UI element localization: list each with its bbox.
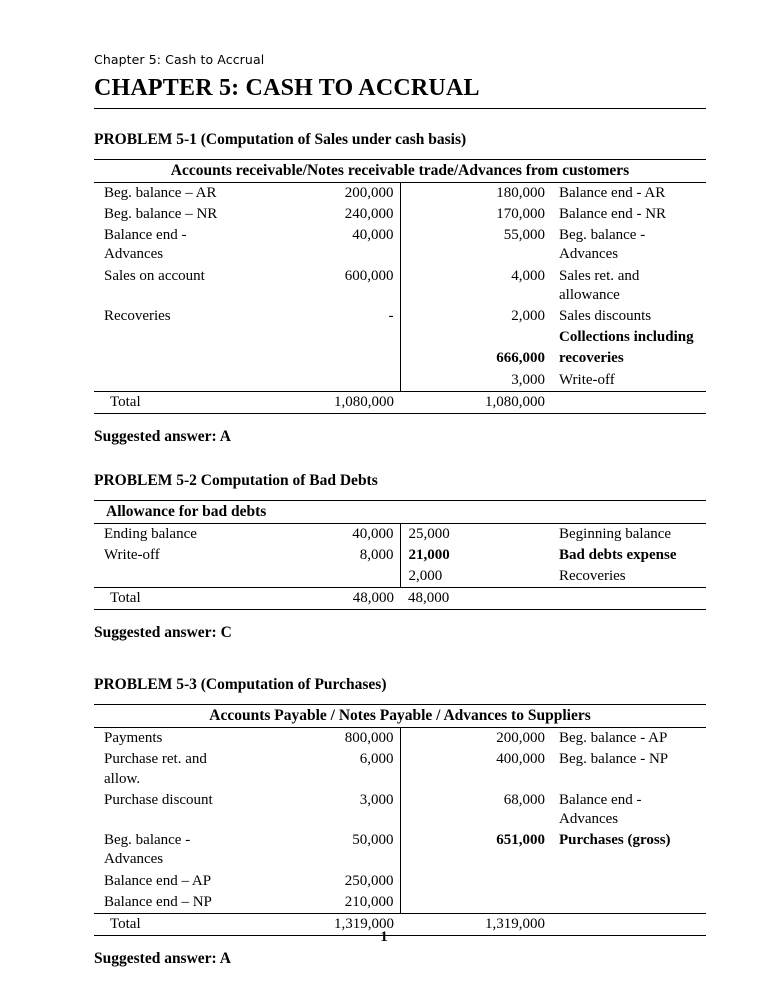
row-left-label — [94, 370, 247, 392]
row-right-label: Balance end - Advances — [559, 791, 642, 828]
total-left-amount: 48,000 — [247, 588, 400, 610]
row-right-amount: 170,000 — [400, 204, 553, 225]
suggested-answer-3: Suggested answer: A — [94, 950, 231, 968]
total-left-amount: 1,080,000 — [247, 391, 400, 413]
row-left-amount: 250,000 — [344, 872, 394, 889]
table-row — [94, 266, 706, 306]
total-left-amount: 1,319,000 — [247, 913, 400, 935]
row-left-label — [94, 348, 247, 369]
row-left-label: Beg. balance - Advances — [104, 832, 191, 868]
table-caption: Allowance for bad debts — [94, 500, 706, 523]
row-left-amount — [247, 348, 400, 369]
row-right-amount: 400,000 — [400, 749, 553, 789]
row-right-amount — [400, 327, 553, 348]
title-divider — [94, 108, 706, 109]
row-right-label: Beginning balance — [559, 525, 672, 542]
row-left-amount: 200,000 — [344, 184, 394, 201]
total-right-amount: 48,000 — [400, 588, 553, 610]
row-right-amount — [400, 871, 553, 892]
table-row — [94, 566, 706, 588]
row-left-amount: 800,000 — [344, 730, 394, 747]
row-right-label: Sales discounts — [559, 307, 652, 324]
row-right-amount: 200,000 — [400, 728, 553, 750]
row-left-amount: 210,000 — [344, 893, 394, 910]
collections-text: Collections including — [559, 329, 694, 346]
row-left-label: Purchase ret. and allow. — [104, 751, 207, 787]
row-left-label — [94, 327, 247, 348]
row-right-amount — [400, 892, 553, 914]
table-caption: Accounts receivable/Notes receivable trade/Advances from customers — [94, 160, 706, 183]
table-row — [94, 790, 706, 830]
row-right-amount: 25,000 — [400, 523, 553, 545]
row-right-amount: 651,000 — [400, 830, 553, 870]
row-right-amount: 666,000 — [400, 348, 553, 369]
total-label: Total — [94, 588, 247, 610]
total-right-label — [553, 391, 706, 413]
table-caption-row — [94, 160, 706, 183]
row-left-amount — [247, 370, 400, 392]
table-row — [94, 892, 706, 914]
row-left-label: Beg. balance – AR — [104, 184, 217, 201]
table-row — [94, 348, 706, 369]
table-row — [94, 545, 706, 566]
table-total-row — [94, 588, 706, 610]
row-left-label: Balance end – AP — [104, 872, 212, 889]
row-left-amount: 600,000 — [344, 267, 394, 284]
table-row — [94, 306, 706, 327]
row-left-label: Payments — [104, 730, 163, 747]
row-right-label — [553, 871, 706, 892]
table-row — [94, 871, 706, 892]
row-left-amount: 240,000 — [344, 206, 394, 223]
total-right-amount: 1,080,000 — [400, 391, 553, 413]
row-right-label: Bad debts expense — [559, 546, 677, 563]
t-account-table-2 — [94, 500, 706, 611]
row-right-amount: 3,000 — [400, 370, 553, 392]
t-account-table-3 — [94, 704, 706, 936]
row-right-label: Beg. balance - AP — [559, 730, 668, 747]
table-caption: Accounts Payable / Notes Payable / Advances to Suppliers — [94, 705, 706, 728]
row-left-amount: - — [388, 307, 394, 324]
row-left-amount — [247, 566, 400, 588]
total-label: Total — [94, 913, 247, 935]
row-right-label — [553, 892, 706, 914]
row-right-amount: 68,000 — [400, 790, 553, 830]
suggested-answer-2: Suggested answer: C — [94, 624, 232, 642]
row-right-label: Write-off — [559, 371, 615, 388]
table-row — [94, 225, 706, 265]
row-left-amount: 50,000 — [352, 832, 394, 849]
row-left-label: Beg. balance – NR — [104, 206, 218, 223]
problem-heading-3: PROBLEM 5-3 (Computation of Purchases) — [94, 676, 387, 694]
problem-heading-1: PROBLEM 5-1 (Computation of Sales under cash basis) — [94, 131, 467, 148]
row-left-amount — [247, 327, 400, 348]
row-right-label: Beg. balance - NP — [559, 751, 669, 768]
row-right-amount: 180,000 — [400, 182, 553, 204]
table-row — [94, 830, 706, 870]
t-account-table-1 — [94, 159, 706, 414]
row-left-amount: 40,000 — [352, 227, 394, 244]
problem-heading-2: PROBLEM 5-2 Computation of Bad Debts — [94, 471, 378, 489]
row-right-label: Beg. balance - Advances — [559, 227, 646, 263]
page-title: CHAPTER 5: CASH TO ACCRUAL — [94, 75, 480, 101]
row-right-label: Balance end - AR — [559, 184, 666, 201]
row-right-label: Purchases (gross) — [559, 832, 671, 849]
table-row — [94, 728, 706, 750]
table-caption-row — [94, 500, 706, 523]
row-left-amount: 40,000 — [352, 525, 394, 542]
row-right-label: Recoveries — [559, 568, 626, 585]
table-row — [94, 182, 706, 204]
row-right-label: Balance end - NR — [559, 206, 667, 223]
suggested-answer-1: Suggested answer: A — [94, 427, 231, 445]
table-total-row — [94, 391, 706, 413]
row-left-amount: 3,000 — [359, 791, 394, 808]
row-left-label: Write-off — [104, 546, 160, 563]
running-head: Chapter 5: Cash to Accrual — [94, 52, 265, 67]
row-left-label: Recoveries — [104, 307, 171, 324]
total-label: Total — [94, 391, 247, 413]
table-row — [94, 204, 706, 225]
row-left-label: Sales on account — [104, 267, 205, 284]
row-right-amount: 21,000 — [400, 545, 553, 566]
row-left-amount: 6,000 — [359, 751, 394, 768]
row-right-label — [553, 327, 706, 348]
row-right-label: Sales ret. and allowance — [559, 267, 640, 303]
row-right-amount: 4,000 — [400, 266, 553, 306]
table-row — [94, 327, 706, 348]
table-row — [94, 370, 706, 392]
row-left-label — [94, 566, 247, 588]
table-row — [94, 749, 706, 789]
table-caption-row — [94, 705, 706, 728]
total-right-label — [553, 588, 706, 610]
row-left-label: Balance end – NP — [104, 893, 212, 910]
row-right-amount: 2,000 — [400, 566, 553, 588]
row-right-amount: 2,000 — [400, 306, 553, 327]
total-right-amount: 1,319,000 — [400, 913, 553, 935]
row-right-amount: 55,000 — [400, 225, 553, 265]
row-left-label: Balance end - Advances — [104, 227, 187, 263]
row-left-label: Ending balance — [104, 525, 197, 542]
row-left-amount: 8,000 — [359, 546, 394, 563]
page-number: 1 — [380, 929, 388, 945]
row-left-label: Purchase discount — [104, 791, 213, 808]
table-row — [94, 523, 706, 545]
row-right-label: recoveries — [559, 350, 624, 367]
